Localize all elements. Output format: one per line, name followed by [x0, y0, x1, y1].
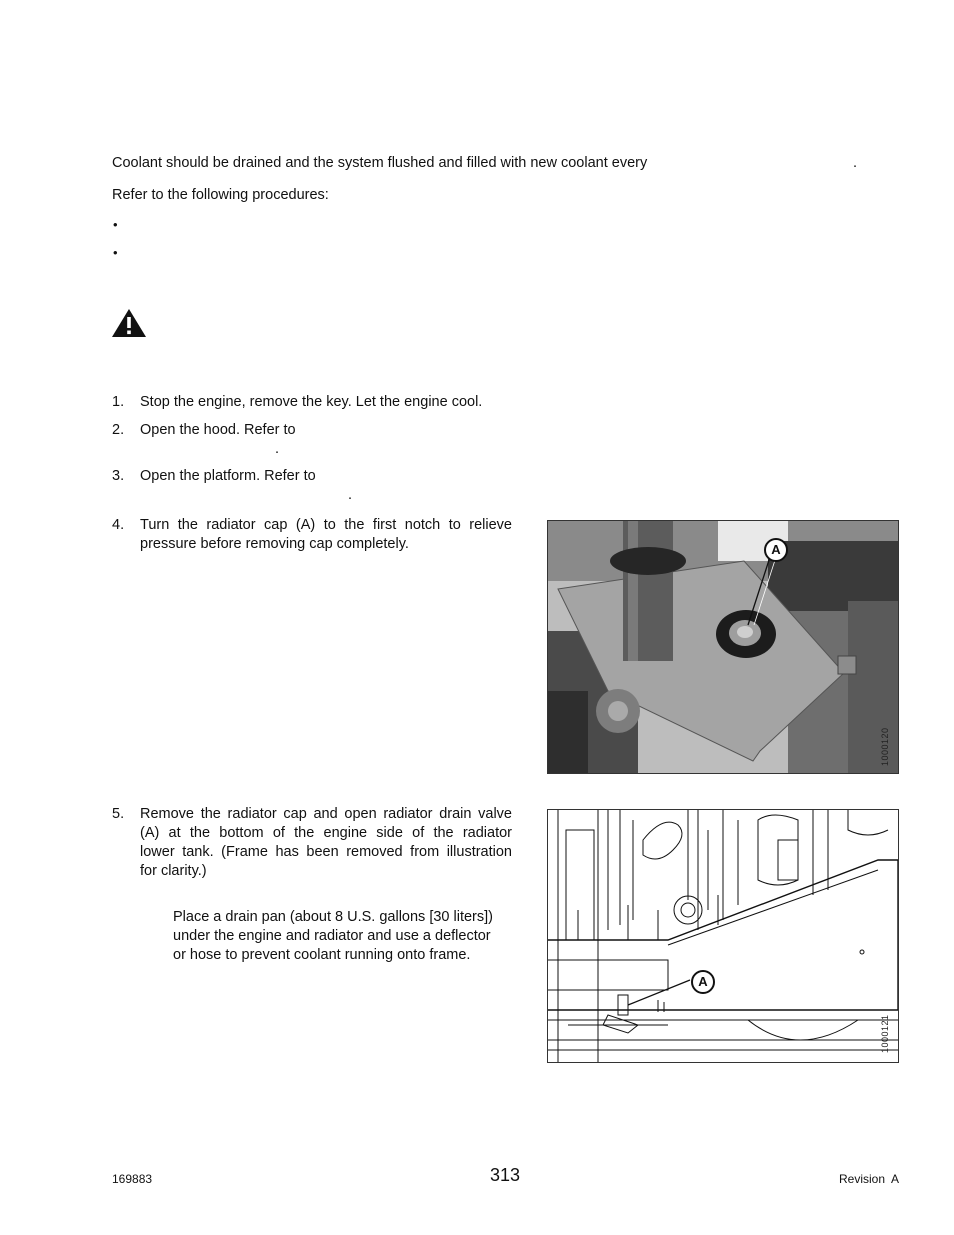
footer-page-number: 313: [490, 1165, 521, 1185]
figure-2-callout: A: [691, 970, 715, 994]
step-5-line-3: lower tank. (Frame has been removed from illustration: [140, 844, 512, 860]
step-2-tail: .: [275, 441, 280, 457]
figure-2-id: 1000121: [880, 1014, 890, 1053]
intro-line-1-end: .: [853, 155, 858, 171]
step-4-number: 4.: [112, 517, 125, 533]
step-4-line-1: Turn the radiator cap (A) to the first notch to relieve: [140, 517, 512, 533]
step-2-number: 2.: [112, 422, 125, 438]
step-1-text: Stop the engine, remove the key. Let the engine cool.: [140, 394, 483, 410]
step-2-text: Open the hood. Refer to: [140, 422, 296, 438]
step-1-number: 1.: [112, 394, 125, 410]
footer-doc-number: 169883: [112, 1172, 153, 1186]
step-3-text: Open the platform. Refer to: [140, 468, 316, 484]
note-line-1: Place a drain pan (about 8 U.S. gallons [30 liters]): [173, 909, 493, 925]
intro-line-1: Coolant should be drained and the system flushed and filled with new coolant every: [112, 155, 648, 171]
step-5-line-2: (A) at the bottom of the engine side of the radiator: [140, 825, 512, 841]
figure-drain-valve: [547, 809, 899, 1063]
bullet-2: •: [113, 245, 118, 260]
figure-radiator-cap: [547, 520, 899, 774]
step-3-tail: .: [348, 487, 353, 503]
note-line-3: or hose to prevent coolant running onto frame.: [173, 947, 471, 963]
step-4-line-2: pressure before removing cap completely.: [140, 536, 409, 552]
refer-procedures: Refer to the following procedures:: [112, 187, 329, 203]
step-3-number: 3.: [112, 468, 125, 484]
warning-triangle-icon: [111, 308, 147, 342]
footer-revision: Revision A: [839, 1172, 900, 1186]
figure-1-id: 1000120: [880, 727, 890, 766]
step-5-number: 5.: [112, 806, 125, 822]
figure-1-callout: A: [764, 538, 788, 562]
step-5-line-4: for clarity.): [140, 863, 207, 879]
step-5-line-1: Remove the radiator cap and open radiator drain valve: [140, 806, 512, 822]
bullet-1: •: [113, 217, 118, 232]
note-line-2: under the engine and radiator and use a deflector: [173, 928, 491, 944]
